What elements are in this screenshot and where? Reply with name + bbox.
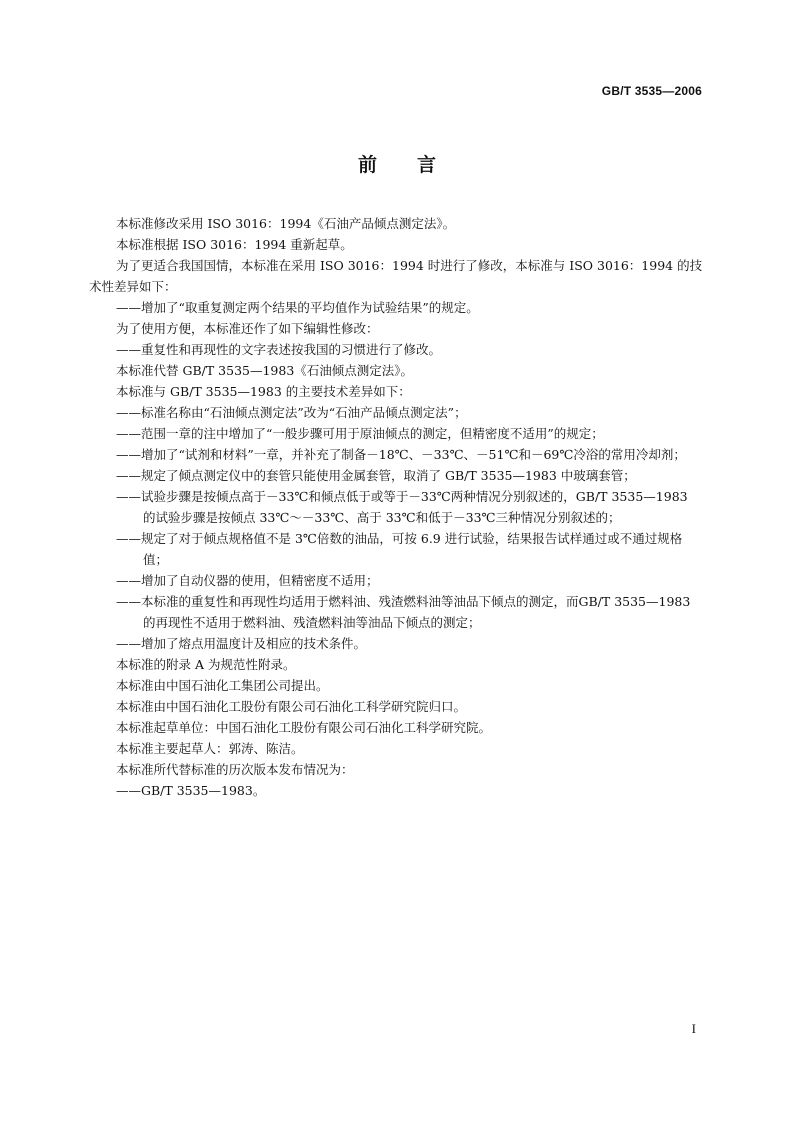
paragraph: 为了更适合我国国情，本标准在采用 ISO 3016：1994 时进行了修改，本标准与 ISO 3016：1994 的技术性差异如下： [89, 258, 703, 294]
page-number: I [691, 1021, 696, 1036]
dash-list-item: ——增加了“试剂和材料”一章，并补充了制备－18℃、－33℃、－51℃和－69℃冷浴的常用冷却剂； [116, 447, 686, 462]
paragraph: 本标准代替 GB/T 3535—1983《石油倾点测定法》。 [116, 363, 414, 378]
paragraph: 本标准的附录 A 为规范性附录。 [116, 657, 296, 672]
dash-list-item: ——增加了熔点用温度计及相应的技术条件。 [116, 636, 367, 651]
dash-list-item: ——范围一章的注中增加了“一般步骤可用于原油倾点的测定，但精密度不适用”的规定； [116, 426, 604, 441]
dash-list-item: ——GB/T 3535—1983。 [116, 783, 266, 798]
dash-list-item: ——增加了自动仪器的使用，但精密度不适用； [116, 573, 379, 588]
paragraph: 本标准起草单位：中国石油化工股份有限公司石油化工科学研究院。 [116, 720, 492, 735]
standard-code-header: GB/T 3535—2006 [601, 84, 702, 98]
paragraph: 本标准与 GB/T 3535—1983 的主要技术差异如下： [116, 384, 411, 399]
dash-list-item: ——标准名称由“石油倾点测定法”改为“石油产品倾点测定法”； [116, 405, 467, 420]
dash-list-item: ——本标准的重复性和再现性均适用于燃料油、残渣燃料油等油品下倾点的测定，而GB/T 3535—1983 的再现性不适用于燃料油、残渣燃料油等油品下倾点的测定； [116, 594, 691, 630]
paragraph: 本标准由中国石油化工股份有限公司石油化工科学研究院归口。 [116, 699, 467, 714]
paragraph: 本标准主要起草人：郭涛、陈洁。 [116, 741, 304, 756]
dash-list-item: ——试验步骤是按倾点高于－33℃和倾点低于或等于－33℃两种情况分别叙述的，GB/T 3535—1983 的试验步骤是按倾点 33℃～－33℃、高于 33℃和低于－33℃三种情况分别叙述的； [116, 489, 688, 525]
paragraph: 本标准所代替标准的历次版本发布情况为： [116, 762, 354, 777]
paragraph: 为了使用方便，本标准还作了如下编辑性修改： [116, 321, 379, 336]
foreword-body [89, 213, 704, 801]
dash-list-item: ——规定了对于倾点规格值不是 3℃倍数的油品，可按 6.9 进行试验，结果报告试样通过或不通过规格值； [116, 531, 683, 567]
paragraph: 本标准根据 ISO 3016：1994 重新起草。 [116, 237, 353, 252]
dash-list-item: ——重复性和再现性的文字表述按我国的习惯进行了修改。 [116, 342, 442, 357]
paragraph: 本标准由中国石油化工集团公司提出。 [116, 678, 329, 693]
paragraph: 本标准修改采用 ISO 3016：1994《石油产品倾点测定法》。 [116, 216, 456, 231]
dash-list-item: ——规定了倾点测定仪中的套管只能使用金属套管，取消了 GB/T 3535—1983 中玻璃套管； [116, 468, 636, 483]
page-title: 前言 [357, 154, 476, 176]
dash-list-item: ——增加了“取重复测定两个结果的平均值作为试验结果”的规定。 [116, 300, 479, 315]
